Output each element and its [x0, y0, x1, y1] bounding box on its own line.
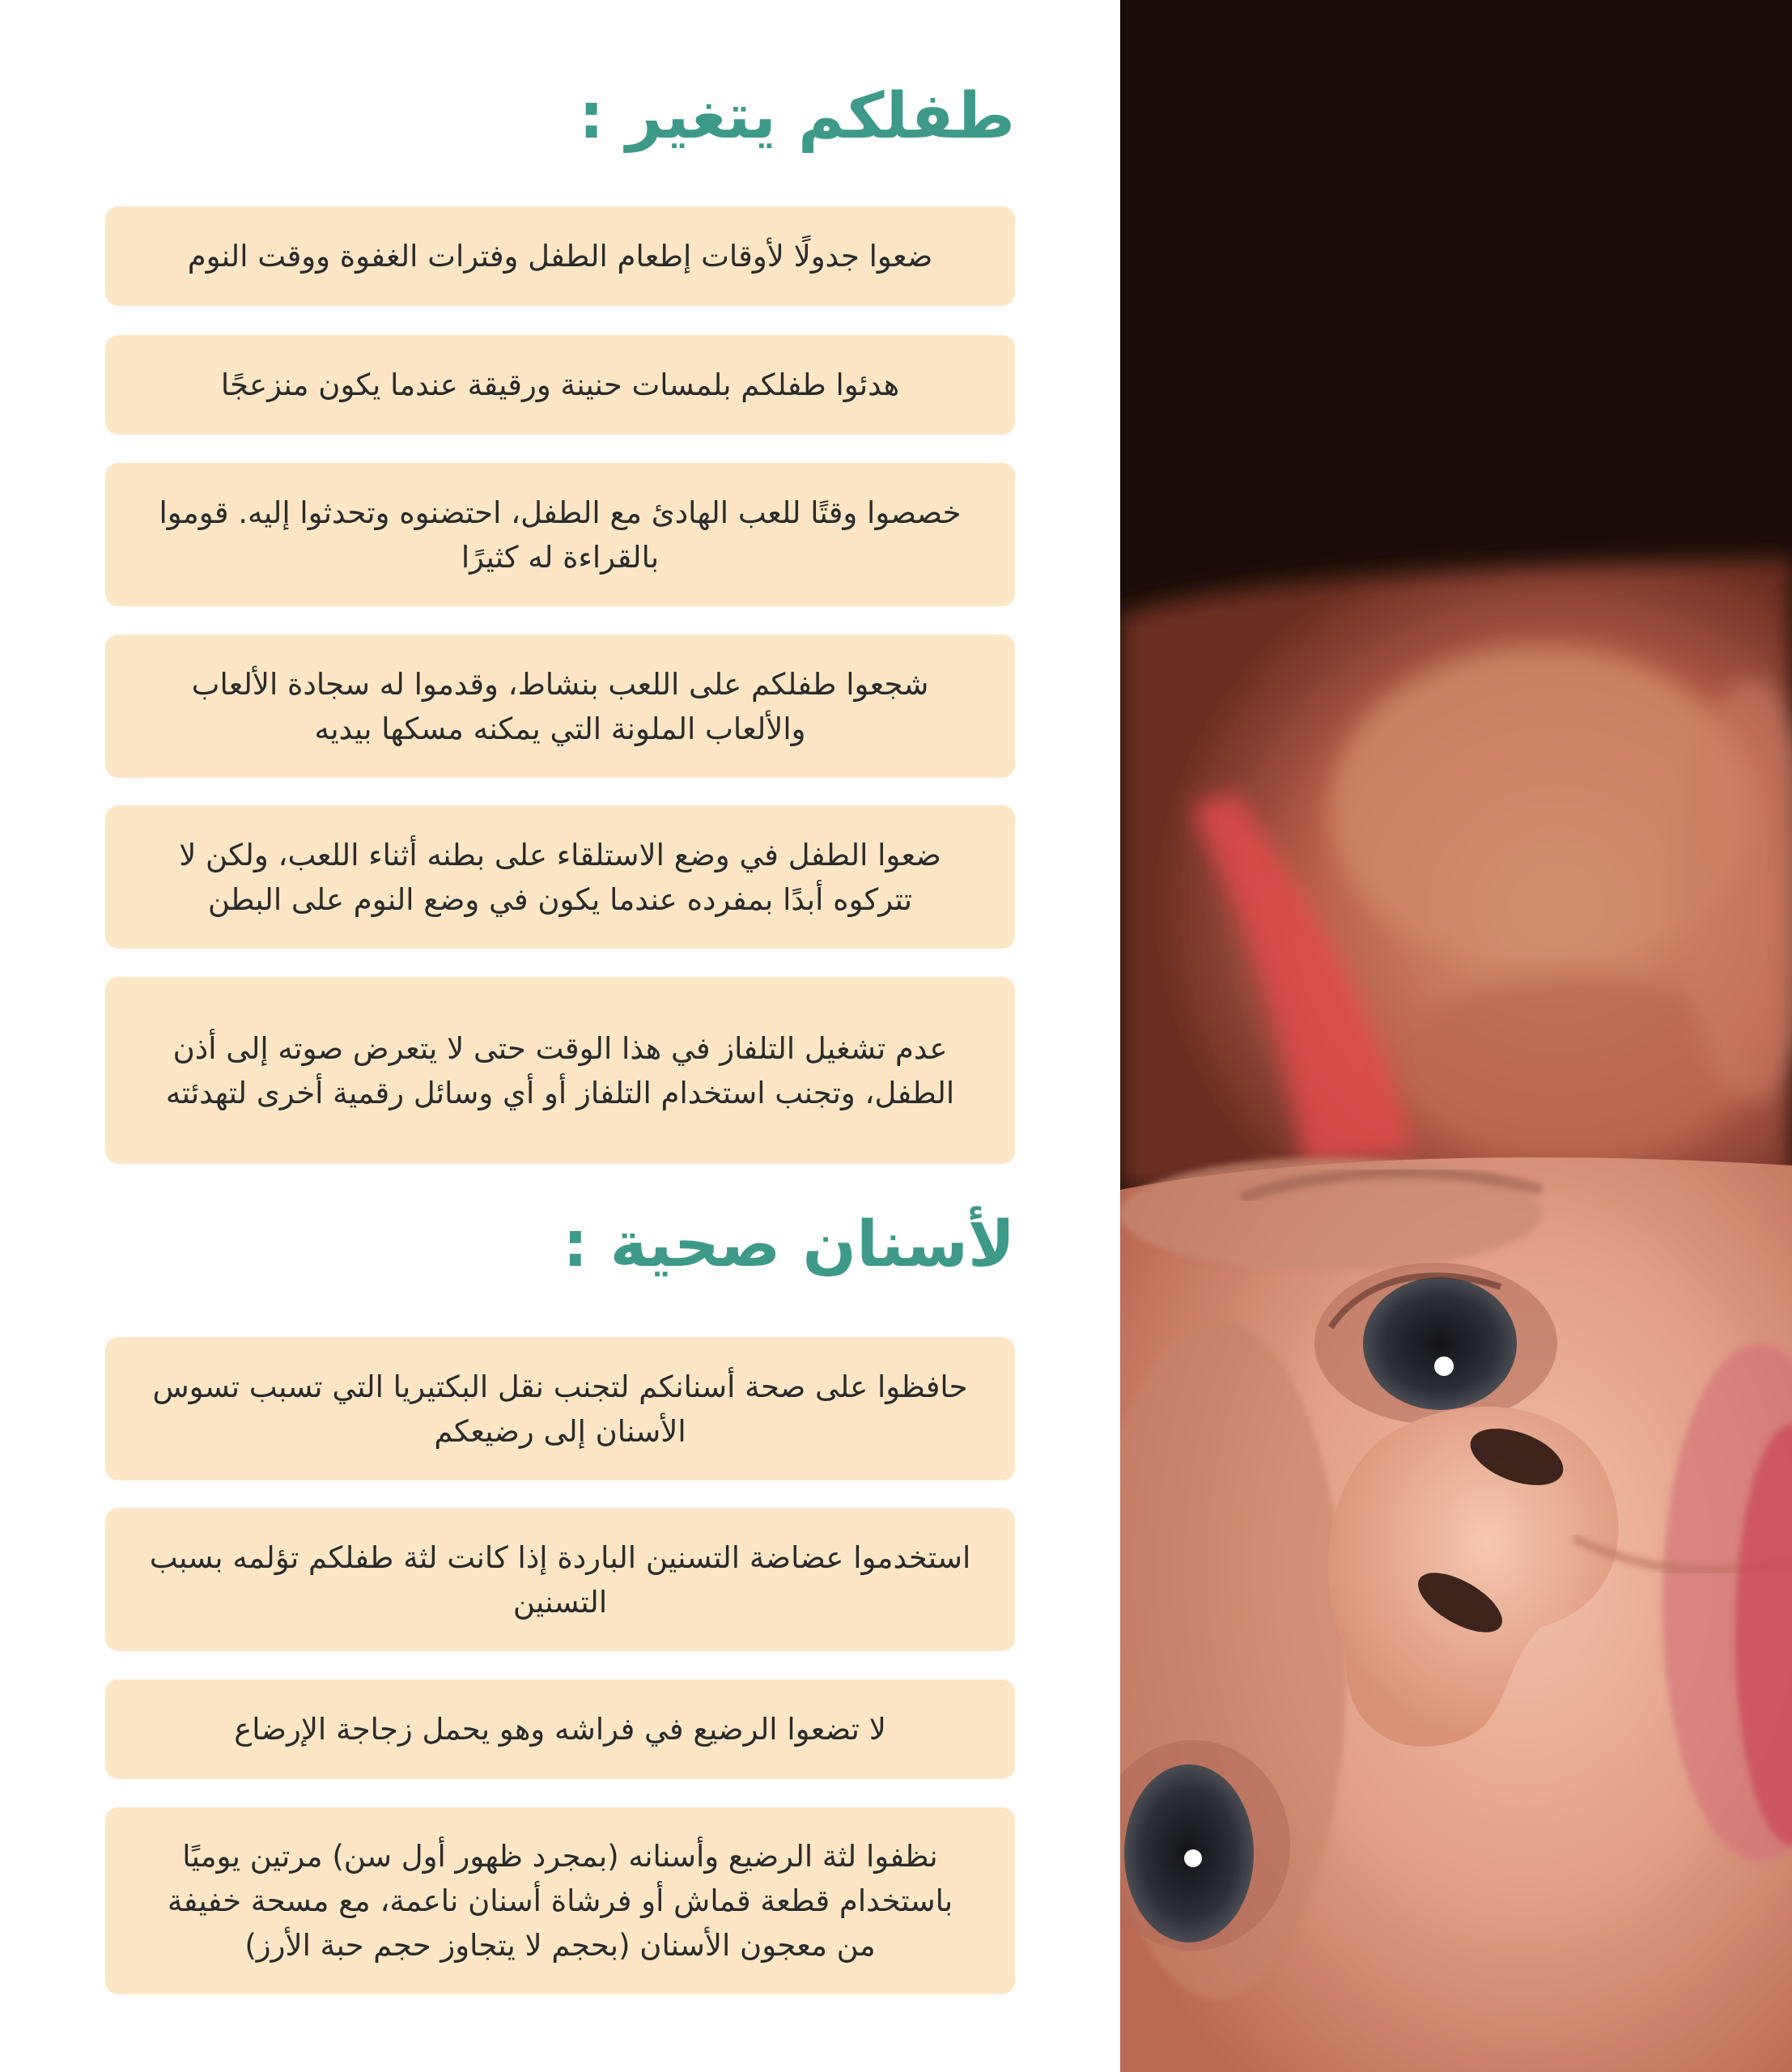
tip-card: استخدموا عضاضة التسنين الباردة إذا كانت لثة طفلكم تؤلمه بسبب التسنين — [105, 1508, 1015, 1651]
tip-card: حافظوا على صحة أسنانكم لتجنب نقل البكتيريا التي تسبب تسوس الأسنان إلى رضيعكم — [105, 1337, 1015, 1480]
tip-card: هدئوا طفلكم بلمسات حنينة ورقيقة عندما يكون منزعجًا — [105, 335, 1015, 435]
section-title-baby-changing: طفلكم يتغير : — [579, 80, 1015, 153]
tip-card: عدم تشغيل التلفاز في هذا الوقت حتى لا يتعرض صوته إلى أذن الطفل، وتجنب استخدام التلفاز أو أي وسائل رقمية أخرى لتهدئته — [105, 977, 1015, 1164]
section-title-healthy-teeth: لأسنان صحية : — [563, 1208, 1015, 1281]
tip-card: لا تضعوا الرضيع في فراشه وهو يحمل زجاجة الإرضاع — [105, 1679, 1015, 1779]
baby-face-photo — [1120, 0, 1792, 2072]
tip-card: ضعوا جدولًا لأوقات إطعام الطفل وفترات الغفوة ووقت النوم — [105, 206, 1015, 306]
tip-card: ضعوا الطفل في وضع الاستلقاء على بطنه أثناء اللعب، ولكن لا تتركوه أبدًا بمفرده عندما يكون في وضع النوم على البطن — [105, 805, 1015, 949]
tip-card: نظفوا لثة الرضيع وأسنانه (بمجرد ظهور أول سن) مرتين يوميًا باستخدام قطعة قماش أو فرشاة أسنان ناعمة، مع مسحة خفيفة من معجون الأسنان (بحجم لا يتجاوز حجم حبة الأرز) — [105, 1807, 1015, 1994]
tip-card: خصصوا وقتًا للعب الهادئ مع الطفل، احتضنوه وتحدثوا إليه. قوموا بالقراءة له كثيرًا — [105, 463, 1015, 606]
tip-card: شجعوا طفلكم على اللعب بنشاط، وقدموا له سجادة الألعاب والألعاب الملونة التي يمكنه مسكها بيديه — [105, 635, 1015, 778]
baby-face-illustration — [1120, 0, 1792, 2072]
